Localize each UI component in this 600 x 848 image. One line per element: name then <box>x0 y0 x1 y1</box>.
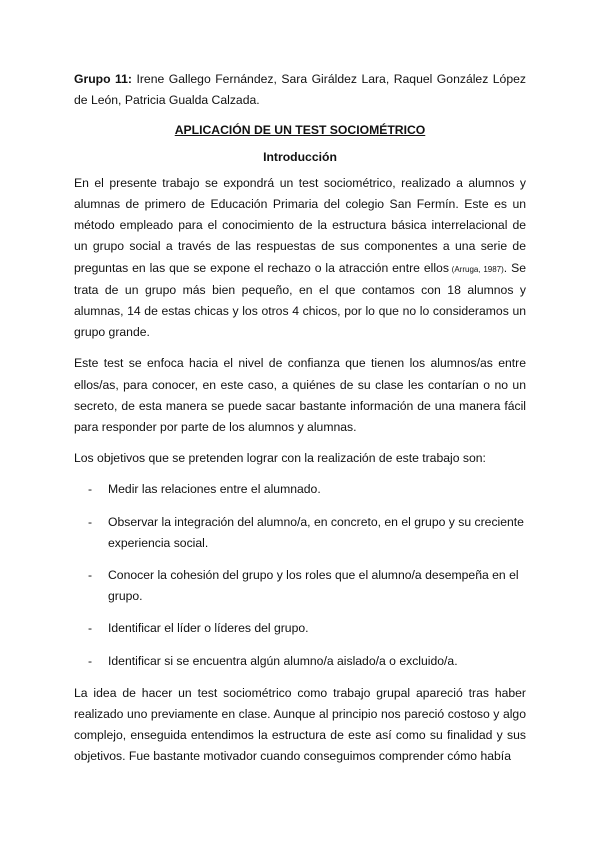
authors-line <box>74 69 526 111</box>
intro-text: En el presente trabajo se expondrá un test sociométrico, realizado a alumnos y alumnas de primero de Educación Primaria del colegio San Fermín. Este es un método empleado para el conocimiento de la estructura básica interrelacional de un grupo social a través de las respuestas de sus componentes a una serie de preguntas en las que se expone el rechazo o la atracción entre ellos <box>74 175 526 275</box>
objectives-list <box>74 479 526 671</box>
bullet-dash: - <box>88 568 93 583</box>
intro-text-continued: . Se trata de un grupo más bien pequeño, en el que contamos con 18 alumnos y alumnas, 14 de estas chicas y los otros 4 chicos, por lo que no lo consideramos un grupo grande. <box>74 260 527 340</box>
list-item <box>74 479 526 500</box>
objective-text: Conocer la cohesión del grupo y los roles que el alumno/a desempeña en el grupo. <box>108 568 519 604</box>
objective-text: Identificar si se encuentra algún alumno/a aislado/a o excluido/a. <box>108 653 458 668</box>
objective-text: Medir las relaciones entre el alumnado. <box>108 482 321 497</box>
list-item <box>74 565 526 607</box>
bullet-dash: - <box>88 514 93 529</box>
objective-text: Identificar el líder o líderes del grupo. <box>108 621 309 636</box>
bullet-dash: - <box>88 482 93 497</box>
objective-text: Observar la integración del alumno/a, en concreto, en el grupo y su creciente experiencia social. <box>108 514 524 550</box>
intro-paragraph <box>74 173 526 344</box>
bullet-dash: - <box>88 653 93 668</box>
list-item <box>74 618 526 639</box>
citation: (Arruga, 1987) <box>448 264 504 274</box>
document-title: APLICACIÓN DE UN TEST SOCIOMÉTRICO <box>174 123 426 138</box>
document-page <box>74 69 526 778</box>
group-label: Grupo 11: <box>74 72 132 86</box>
closing-paragraph: La idea de hacer un test sociométrico como trabajo grupal apareció tras haber realizado uno previamente en clase. Aunque al principio nos pareció costoso y algo complejo, enseguida entendimos la estructura de este así como su finalidad y sus objetivos. Fue bastante motivador cuando conseguimos comprender cómo había <box>74 685 526 764</box>
authors-names: Irene Gallego Fernández, Sara Giráldez Lara, Raquel González López de León, Patricia Gualda Calzada. <box>74 72 526 108</box>
confidence-paragraph: Este test se enfoca hacia el nivel de confianza que tienen los alumnos/as entre ellos/as, para conocer, en este caso, a quiénes de su clase les contarían o no un secreto, de esta manera se puede sacar bastante información de una manera fácil para responder por parte de los alumnos y alumnas. <box>74 356 526 435</box>
section-heading: Introducción <box>263 149 337 164</box>
list-item <box>74 651 526 672</box>
list-item <box>74 512 526 554</box>
objectives-intro: Los objetivos que se pretenden lograr con la realización de este trabajo son: <box>74 451 486 466</box>
bullet-dash: - <box>88 621 93 636</box>
